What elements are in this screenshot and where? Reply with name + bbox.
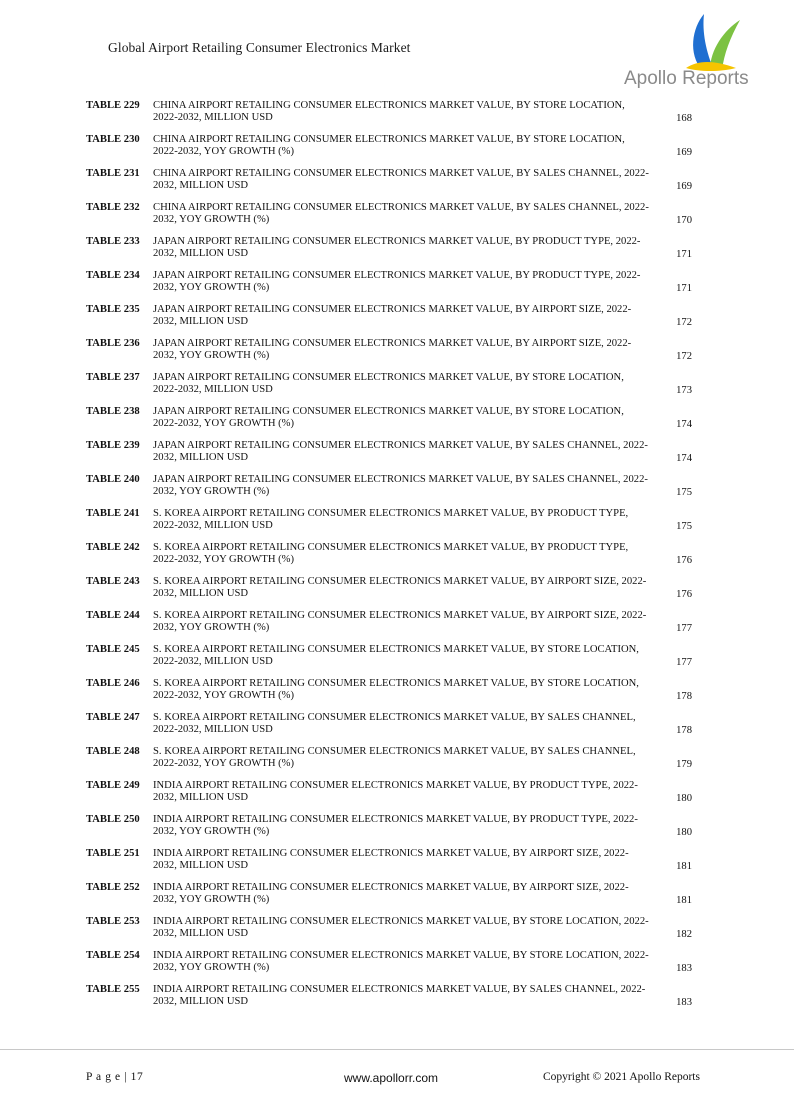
toc-entry-title-line: 2032, YOY GROWTH (%)	[153, 350, 270, 362]
apollo-leaf-logo-icon	[680, 10, 742, 72]
toc-entry[interactable]	[86, 949, 708, 983]
toc-entry-title-line: S. KOREA AIRPORT RETAILING CONSUMER ELECTRONICS MARKET VALUE, BY STORE LOCATION,	[153, 644, 639, 655]
toc-entry[interactable]	[86, 643, 708, 677]
toc-entry-title-line: INDIA AIRPORT RETAILING CONSUMER ELECTRONICS MARKET VALUE, BY AIRPORT SIZE, 2022-	[153, 882, 629, 893]
footer-divider	[0, 1049, 794, 1050]
toc-entry-page: 180	[676, 793, 692, 804]
toc-entry-title-line: S. KOREA AIRPORT RETAILING CONSUMER ELECTRONICS MARKET VALUE, BY AIRPORT SIZE, 2022-	[153, 610, 647, 621]
toc-entry-title-line: 2032, YOY GROWTH (%)	[153, 894, 270, 906]
toc-entry-title-line: 2022-2032, YOY GROWTH (%)	[153, 690, 295, 702]
toc-entry-title-line: S. KOREA AIRPORT RETAILING CONSUMER ELECTRONICS MARKET VALUE, BY AIRPORT SIZE, 2022-	[153, 576, 647, 587]
toc-entry-title-line: JAPAN AIRPORT RETAILING CONSUMER ELECTRONICS MARKET VALUE, BY STORE LOCATION,	[153, 406, 624, 417]
toc-entry-title	[153, 134, 653, 159]
toc-entry[interactable]	[86, 915, 708, 949]
toc-entry[interactable]	[86, 337, 708, 371]
toc-entry-number: TABLE 241	[86, 508, 140, 519]
toc-entry-title-line: 2022-2032, MILLION USD	[153, 112, 273, 124]
toc-entry-page: 178	[676, 725, 692, 736]
toc-entry-title	[153, 576, 653, 601]
toc-entry-title	[153, 236, 653, 261]
toc-entry[interactable]	[86, 235, 708, 269]
toc-entry-title-line: 2032, MILLION USD	[153, 248, 249, 260]
toc-entry-title-line: S. KOREA AIRPORT RETAILING CONSUMER ELECTRONICS MARKET VALUE, BY SALES CHANNEL,	[153, 712, 636, 723]
toc-entry-page: 175	[676, 521, 692, 532]
toc-entry-title-line: JAPAN AIRPORT RETAILING CONSUMER ELECTRONICS MARKET VALUE, BY PRODUCT TYPE, 2022-	[153, 236, 641, 247]
toc-entry-page: 175	[676, 487, 692, 498]
toc-entry-title-line: 2032, MILLION USD	[153, 316, 249, 328]
toc-entry-title-line: JAPAN AIRPORT RETAILING CONSUMER ELECTRONICS MARKET VALUE, BY PRODUCT TYPE, 2022-	[153, 270, 641, 281]
document-title: Global Airport Retailing Consumer Electronics Market	[108, 40, 411, 55]
toc-entry-page: 172	[676, 317, 692, 328]
toc-entry-title-line: 2022-2032, YOY GROWTH (%)	[153, 146, 295, 158]
toc-entry-title-line: 2032, MILLION USD	[153, 928, 249, 940]
toc-entry[interactable]	[86, 813, 708, 847]
toc-entry-title-line: 2032, YOY GROWTH (%)	[153, 214, 270, 226]
toc-entry-page: 174	[676, 419, 692, 430]
toc-entry-title-line: 2022-2032, YOY GROWTH (%)	[153, 418, 295, 430]
toc-entry-title-line: S. KOREA AIRPORT RETAILING CONSUMER ELECTRONICS MARKET VALUE, BY STORE LOCATION,	[153, 678, 639, 689]
toc-entry[interactable]	[86, 711, 708, 745]
toc-entry[interactable]	[86, 167, 708, 201]
toc-entry-number: TABLE 252	[86, 882, 140, 893]
toc-entry-number: TABLE 230	[86, 134, 140, 145]
toc-entry-title-line: 2022-2032, MILLION USD	[153, 724, 273, 736]
toc-entry[interactable]	[86, 541, 708, 575]
toc-entry-number: TABLE 234	[86, 270, 140, 281]
toc-entry-title-line: JAPAN AIRPORT RETAILING CONSUMER ELECTRONICS MARKET VALUE, BY SALES CHANNEL, 2022-	[153, 440, 648, 451]
footer-page-number: P a g e | 17	[86, 1071, 144, 1083]
toc-entry-title-line: JAPAN AIRPORT RETAILING CONSUMER ELECTRONICS MARKET VALUE, BY SALES CHANNEL, 2022-	[153, 474, 648, 485]
toc-entry-page: 180	[676, 827, 692, 838]
toc-entry-title-line: INDIA AIRPORT RETAILING CONSUMER ELECTRONICS MARKET VALUE, BY STORE LOCATION, 2022-	[153, 950, 649, 961]
toc-entry-title-line: 2022-2032, YOY GROWTH (%)	[153, 554, 295, 566]
toc-entry-page: 174	[676, 453, 692, 464]
toc-entry-number: TABLE 238	[86, 406, 140, 417]
toc-entry-title-line: 2022-2032, YOY GROWTH (%)	[153, 758, 295, 770]
toc-entry-title-line: JAPAN AIRPORT RETAILING CONSUMER ELECTRONICS MARKET VALUE, BY STORE LOCATION,	[153, 372, 624, 383]
toc-entry[interactable]	[86, 779, 708, 813]
toc-entry-title	[153, 304, 653, 329]
toc-entry-number: TABLE 231	[86, 168, 140, 179]
toc-entry-title-line: JAPAN AIRPORT RETAILING CONSUMER ELECTRONICS MARKET VALUE, BY AIRPORT SIZE, 2022-	[153, 338, 632, 349]
toc-entry[interactable]	[86, 609, 708, 643]
toc-entry-title-line: CHINA AIRPORT RETAILING CONSUMER ELECTRONICS MARKET VALUE, BY SALES CHANNEL, 2022-	[153, 202, 649, 213]
footer-copyright: Copyright © 2021 Apollo Reports	[543, 1071, 700, 1083]
toc-entry-number: TABLE 254	[86, 950, 140, 961]
toc-entry[interactable]	[86, 439, 708, 473]
toc-entry-page: 181	[676, 861, 692, 872]
toc-entry-title-line: INDIA AIRPORT RETAILING CONSUMER ELECTRONICS MARKET VALUE, BY SALES CHANNEL, 2022-	[153, 984, 646, 995]
toc-entry-title	[153, 202, 653, 227]
toc-entry[interactable]	[86, 201, 708, 235]
toc-entry[interactable]	[86, 133, 708, 167]
toc-entry-title-line: INDIA AIRPORT RETAILING CONSUMER ELECTRONICS MARKET VALUE, BY PRODUCT TYPE, 2022-	[153, 814, 638, 825]
toc-entry-title	[153, 712, 653, 737]
toc-entry-page: 178	[676, 691, 692, 702]
toc-entry-title-line: S. KOREA AIRPORT RETAILING CONSUMER ELECTRONICS MARKET VALUE, BY PRODUCT TYPE,	[153, 508, 629, 519]
toc-entry-number: TABLE 243	[86, 576, 140, 587]
toc-entry-page: 183	[676, 997, 692, 1008]
toc-entry-number: TABLE 250	[86, 814, 140, 825]
toc-entry-title-line: 2032, MILLION USD	[153, 792, 249, 804]
toc-entry[interactable]	[86, 507, 708, 541]
toc-entry-number: TABLE 251	[86, 848, 140, 859]
toc-entry-page: 173	[676, 385, 692, 396]
toc-entry-title	[153, 474, 653, 499]
toc-entry-page: 177	[676, 657, 692, 668]
toc-entry[interactable]	[86, 371, 708, 405]
toc-entry-title-line: 2032, MILLION USD	[153, 996, 249, 1008]
toc-entry-title-line: INDIA AIRPORT RETAILING CONSUMER ELECTRONICS MARKET VALUE, BY AIRPORT SIZE, 2022-	[153, 848, 629, 859]
toc-entry-number: TABLE 240	[86, 474, 140, 485]
toc-entry-title	[153, 780, 653, 805]
toc-entry-page: 179	[676, 759, 692, 770]
toc-entry-title-line: 2022-2032, MILLION USD	[153, 656, 273, 668]
toc-entry[interactable]	[86, 983, 708, 1017]
toc-entry[interactable]	[86, 677, 708, 711]
toc-entry-number: TABLE 242	[86, 542, 140, 553]
toc-entry-number: TABLE 253	[86, 916, 140, 927]
toc-entry-page: 171	[676, 283, 692, 294]
apollo-reports-logo	[612, 10, 782, 96]
toc-entry-title-line: INDIA AIRPORT RETAILING CONSUMER ELECTRONICS MARKET VALUE, BY PRODUCT TYPE, 2022-	[153, 780, 638, 791]
toc-entry-page: 177	[676, 623, 692, 634]
toc-entry-title	[153, 950, 653, 975]
toc-entry-page: 170	[676, 215, 692, 226]
toc-entry-title	[153, 270, 653, 295]
toc-entry-number: TABLE 235	[86, 304, 140, 315]
toc-entry-page: 182	[676, 929, 692, 940]
toc-entry-title	[153, 168, 653, 193]
toc-entry[interactable]	[86, 99, 708, 133]
toc-entry[interactable]	[86, 473, 708, 507]
toc-entry-page: 169	[676, 181, 692, 192]
toc-entry-title-line: JAPAN AIRPORT RETAILING CONSUMER ELECTRONICS MARKET VALUE, BY AIRPORT SIZE, 2022-	[153, 304, 632, 315]
toc-entry-title	[153, 848, 653, 873]
toc-entry-title	[153, 542, 653, 567]
toc-entry-title-line: 2032, YOY GROWTH (%)	[153, 486, 270, 498]
toc-entry-page: 171	[676, 249, 692, 260]
toc-entry-page: 172	[676, 351, 692, 362]
toc-entry-number: TABLE 239	[86, 440, 140, 451]
toc-entry-title-line: 2022-2032, MILLION USD	[153, 384, 273, 396]
toc-entry-number: TABLE 229	[86, 100, 140, 111]
toc-entry[interactable]	[86, 269, 708, 303]
toc-entry-title	[153, 746, 653, 771]
toc-entry-title-line: 2032, YOY GROWTH (%)	[153, 962, 270, 974]
toc-entry[interactable]	[86, 745, 708, 779]
logo-text: Apollo Reports	[624, 68, 749, 89]
toc-entry-title	[153, 916, 653, 941]
toc-entry-title-line: 2032, MILLION USD	[153, 860, 249, 872]
toc-entry-number: TABLE 232	[86, 202, 140, 213]
footer-website-link[interactable]: www.apollorr.com	[344, 1071, 439, 1085]
toc-entry[interactable]	[86, 575, 708, 609]
toc-entry-title-line: 2032, YOY GROWTH (%)	[153, 282, 270, 294]
toc-entry-page: 176	[676, 555, 692, 566]
toc-entry-page: 176	[676, 589, 692, 600]
toc-entry-title	[153, 440, 653, 465]
toc-entry-number: TABLE 244	[86, 610, 140, 621]
toc-entry-page: 169	[676, 147, 692, 158]
toc-entry-number: TABLE 233	[86, 236, 140, 247]
toc-entry-title	[153, 678, 653, 703]
toc-entry-title	[153, 338, 653, 363]
toc-entry-title-line: S. KOREA AIRPORT RETAILING CONSUMER ELECTRONICS MARKET VALUE, BY SALES CHANNEL,	[153, 746, 636, 757]
toc-entry-title-line: 2032, MILLION USD	[153, 452, 249, 464]
toc-entry-title	[153, 882, 653, 907]
toc-entry-number: TABLE 236	[86, 338, 140, 349]
toc-entry-number: TABLE 246	[86, 678, 140, 689]
toc-entry-title-line: CHINA AIRPORT RETAILING CONSUMER ELECTRONICS MARKET VALUE, BY STORE LOCATION,	[153, 134, 625, 145]
toc-entry-title	[153, 644, 653, 669]
toc-entry-number: TABLE 245	[86, 644, 140, 655]
toc-entry-title-line: CHINA AIRPORT RETAILING CONSUMER ELECTRONICS MARKET VALUE, BY STORE LOCATION,	[153, 100, 625, 111]
toc-entry-page: 181	[676, 895, 692, 906]
toc-entry-title-line: 2032, MILLION USD	[153, 180, 249, 192]
toc-entry-title-line: 2032, YOY GROWTH (%)	[153, 622, 270, 634]
toc-entry-title-line: INDIA AIRPORT RETAILING CONSUMER ELECTRONICS MARKET VALUE, BY STORE LOCATION, 2022-	[153, 916, 649, 927]
toc-entry-title-line: CHINA AIRPORT RETAILING CONSUMER ELECTRONICS MARKET VALUE, BY SALES CHANNEL, 2022-	[153, 168, 649, 179]
toc-entry-title-line: 2022-2032, MILLION USD	[153, 520, 273, 532]
toc-entry-title	[153, 984, 653, 1009]
toc-entry-title	[153, 814, 653, 839]
toc-entry-number: TABLE 248	[86, 746, 140, 757]
toc-entry-title	[153, 100, 653, 125]
toc-entry-number: TABLE 247	[86, 712, 140, 723]
toc-entry[interactable]	[86, 303, 708, 337]
toc-entry-title-line: S. KOREA AIRPORT RETAILING CONSUMER ELECTRONICS MARKET VALUE, BY PRODUCT TYPE,	[153, 542, 629, 553]
toc-entry-title	[153, 406, 653, 431]
toc-entry[interactable]	[86, 405, 708, 439]
toc-entry-title	[153, 372, 653, 397]
toc-entry-page: 168	[676, 113, 692, 124]
toc-entry[interactable]	[86, 881, 708, 915]
toc-entry-title	[153, 610, 653, 635]
toc-entry-page: 183	[676, 963, 692, 974]
toc-entry-number: TABLE 255	[86, 984, 140, 995]
toc-entry[interactable]	[86, 847, 708, 881]
toc-entry-number: TABLE 237	[86, 372, 140, 383]
toc-entry-number: TABLE 249	[86, 780, 140, 791]
toc-entry-title-line: 2032, MILLION USD	[153, 588, 249, 600]
table-of-contents	[86, 99, 708, 1017]
toc-entry-title-line: 2032, YOY GROWTH (%)	[153, 826, 270, 838]
toc-entry-title	[153, 508, 653, 533]
